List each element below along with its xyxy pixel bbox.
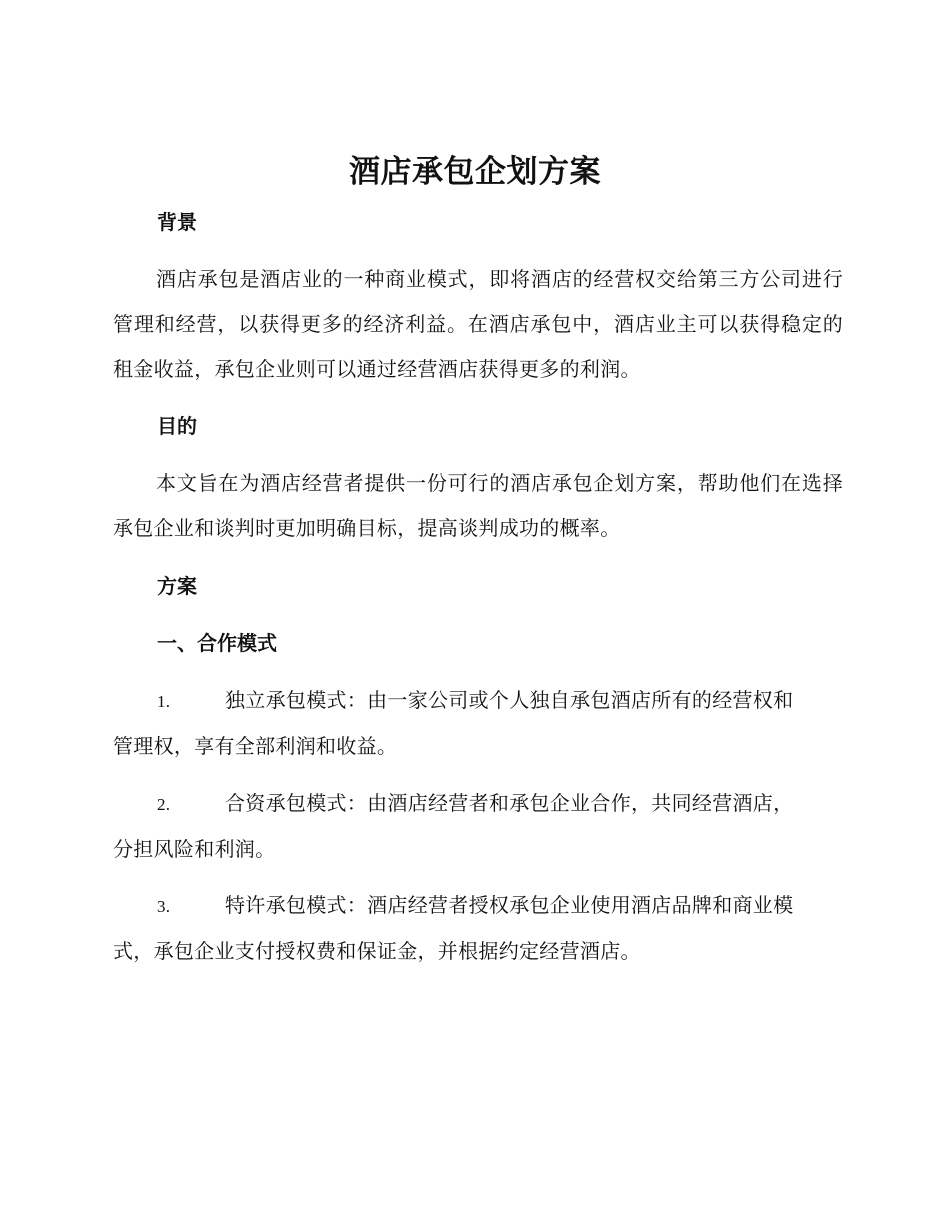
list-item-text: 合资承包模式：由酒店经营者和承包企业合作，共同经营酒店，: [225, 791, 794, 815]
list-item-continuation: 式，承包企业支付授权费和保证金，并根据约定经营酒店。: [113, 939, 641, 963]
list-item-text: 独立承包模式：由一家公司或个人独自承包酒店所有的经营权和: [225, 688, 794, 712]
list-item-number: 1.: [157, 692, 171, 711]
list-item-text: 特许承包模式：酒店经营者授权承包企业使用酒店品牌和商业模: [225, 893, 794, 917]
section-heading-purpose: 目的: [157, 414, 197, 438]
list-item-number: 2.: [157, 795, 171, 814]
section-heading-plan: 方案: [157, 574, 197, 598]
background-paragraph: 酒店承包是酒店业的一种商业模式，即将酒店的经营权交给第三方公司进行管理和经营，以获得更多的经济利益。在酒店承包中，酒店业主可以获得稳定的租金收益，承包企业则可以通过经营酒店获得更多的利润。: [113, 267, 843, 381]
document-title: 酒店承包企划方案: [349, 154, 601, 190]
list-item-continuation: 分担风险和利润。: [113, 837, 276, 861]
list-item-line: [113, 883, 843, 929]
list-item: [113, 781, 843, 872]
list-item-number: 3.: [157, 897, 171, 916]
list-item: [113, 678, 843, 769]
list-item: [113, 883, 843, 974]
list-item-line: [113, 678, 843, 724]
purpose-paragraph: 本文旨在为酒店经营者提供一份可行的酒店承包企划方案，帮助他们在选择承包企业和谈判时更加明确目标，提高谈判成功的概率。: [113, 471, 843, 540]
list-item-line: [113, 781, 843, 827]
subheading-cooperation-mode: 一、合作模式: [157, 631, 277, 655]
section-heading-background: 背景: [157, 210, 197, 234]
list-item-continuation: 管理权，享有全部利润和收益。: [113, 734, 398, 758]
